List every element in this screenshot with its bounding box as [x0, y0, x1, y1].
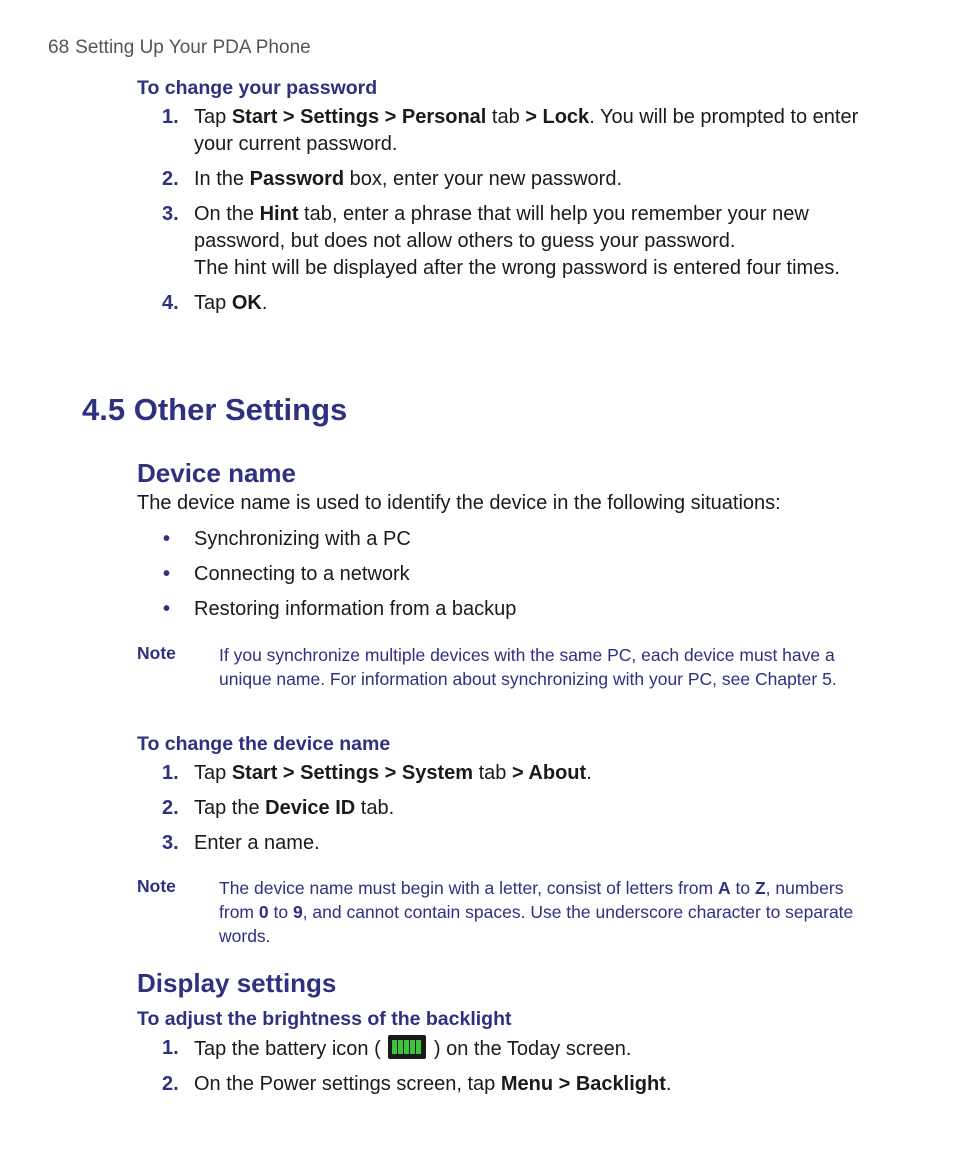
step: 3. On the Hint tab, enter a phrase that will help you remember your new password, but does not allow others to guess your password. The hint will be displayed after the wrong password is entered four times.	[162, 203, 840, 279]
step: 1. Tap Start > Settings > System tab > About.	[162, 762, 592, 784]
device-name-intro: The device name is used to identify the device in the following situations:	[137, 492, 781, 514]
battery-icon	[388, 1035, 426, 1059]
note-label: Note	[137, 876, 176, 896]
backlight-steps	[137, 1035, 867, 1098]
note-device-name-rules	[137, 876, 857, 948]
procedure-title-change-password: To change your password	[137, 77, 378, 99]
step: 3. Enter a name.	[162, 832, 320, 854]
list-item: • Synchronizing with a PC	[163, 528, 411, 550]
step: 2. Tap the Device ID tab.	[162, 797, 395, 819]
heading-device-name: Device name	[137, 458, 296, 488]
chapter-title: Setting Up Your PDA Phone	[75, 37, 311, 58]
device-name-steps	[137, 760, 867, 857]
section-title: 4.5 Other Settings	[82, 392, 348, 427]
password-steps	[137, 104, 867, 317]
note-text: The device name must begin with a letter, consist of letters from A to Z, numbers from 0 to 9, and cannot contain spaces. Use the underscore character to separate words.	[219, 878, 854, 946]
page-header	[48, 37, 317, 59]
step: 1. Tap the battery icon ( ) on the Today screen.	[162, 1037, 632, 1060]
list-item: • Restoring information from a backup	[163, 598, 517, 620]
procedure-title-backlight: To adjust the brightness of the backlight	[137, 1008, 512, 1030]
note-text: If you synchronize multiple devices with the same PC, each device must have a unique name. For information about synchronizing with your PC, see Chapter 5.	[219, 645, 837, 689]
heading-display-settings: Display settings	[137, 968, 337, 998]
step: 2. In the Password box, enter your new password.	[162, 168, 623, 190]
step: 2. On the Power settings screen, tap Menu > Backlight.	[162, 1073, 672, 1095]
note-unique-name	[137, 643, 857, 691]
page-number: 68	[48, 37, 70, 58]
device-name-bullets	[137, 526, 516, 623]
note-label: Note	[137, 643, 176, 663]
step: 4. Tap OK.	[162, 292, 268, 314]
list-item: • Connecting to a network	[163, 563, 410, 585]
procedure-title-change-device-name: To change the device name	[137, 733, 391, 755]
step: 1. Tap Start > Settings > Personal tab > Lock. You will be prompted to enter your current password.	[162, 106, 859, 155]
